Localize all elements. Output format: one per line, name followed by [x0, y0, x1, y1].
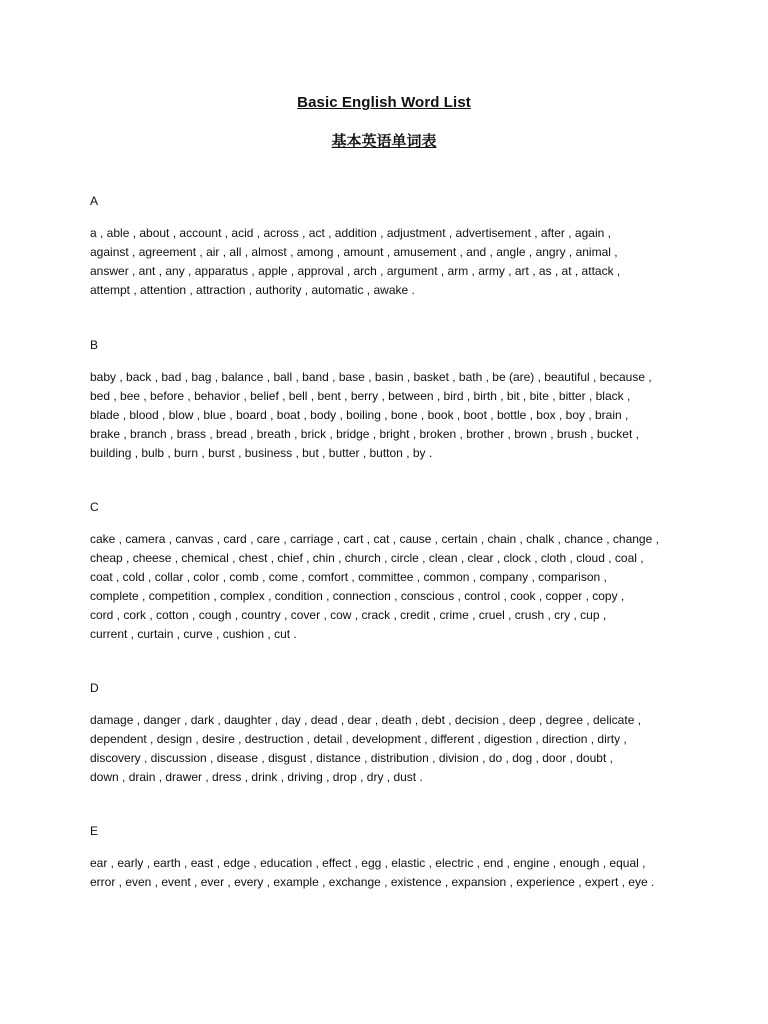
word-line: current , curtain , curve , cushion , cut .: [90, 627, 297, 641]
word-line: baby , back , bad , bag , balance , ball , band , base , basin , basket , bath , be (are) , beautiful , because ,: [90, 370, 652, 384]
word-line: discovery , discussion , disease , disgust , distance , distribution , division , do , dog , door , doubt ,: [90, 751, 613, 765]
word-line: cake , camera , canvas , card , care , carriage , cart , cat , cause , certain , chain , chalk , chance , change ,: [90, 532, 659, 546]
word-line: ear , early , earth , east , edge , education , effect , egg , elastic , electric , end , engine , enough , equal ,: [90, 856, 646, 870]
word-line: cord , cork , cotton , cough , country , cover , cow , crack , credit , crime , cruel , crush , cry , cup ,: [90, 608, 607, 622]
word-line: blade , blood , blow , blue , board , boat , body , boiling , bone , book , boot , bottle , box , boy , brain ,: [90, 408, 629, 422]
word-line: cheap , cheese , chemical , chest , chief , chin , church , circle , clean , clear , clock , cloth , cloud , coal ,: [90, 551, 644, 565]
word-line: bed , bee , before , behavior , belief , bell , bent , berry , between , bird , birth , bit , bite , bitter , black ,: [90, 389, 631, 403]
word-list: [90, 711, 690, 787]
section-d: [90, 680, 690, 787]
word-list: [90, 368, 690, 463]
word-line: error , even , event , ever , every , example , exchange , existence , expansion , experience , expert , eye .: [90, 875, 655, 889]
word-line: damage , danger , dark , daughter , day , dead , dear , death , debt , decision , deep , degree , delicate ,: [90, 713, 642, 727]
page-title: Basic English Word List: [297, 94, 471, 111]
section-letter: D: [90, 681, 99, 695]
section-letter: A: [90, 194, 99, 208]
word-list: [90, 530, 690, 644]
section-letter: E: [90, 824, 99, 838]
word-line: a , able , about , account , acid , across , act , addition , adjustment , advertisement , after , again ,: [90, 226, 611, 240]
section-b: [90, 337, 690, 463]
word-line: brake , branch , brass , bread , breath , brick , bridge , bright , broken , brother , brown , brush , bucket ,: [90, 427, 639, 441]
word-line: down , drain , drawer , dress , drink , driving , drop , dry , dust .: [90, 770, 423, 784]
section-letter: B: [90, 338, 99, 352]
word-line: attempt , attention , attraction , authority , automatic , awake .: [90, 283, 415, 297]
word-line: building , bulb , burn , burst , business , but , butter , button , by .: [90, 446, 433, 460]
word-list: [90, 224, 690, 300]
word-line: coat , cold , collar , color , comb , come , comfort , committee , common , company , comparison ,: [90, 570, 607, 584]
word-list: [90, 854, 690, 892]
word-line: dependent , design , desire , destruction , detail , development , different , digestion , direction , dirty ,: [90, 732, 627, 746]
word-line: answer , ant , any , apparatus , apple , approval , arch , argument , arm , army , art , as , at , attack ,: [90, 264, 621, 278]
section-e: [90, 823, 690, 892]
section-c: [90, 499, 690, 644]
page-subtitle: 基本英语单词表: [331, 132, 437, 150]
word-line: against , agreement , air , all , almost , among , amount , amusement , and , angle , angry , animal ,: [90, 245, 618, 259]
section-letter: C: [90, 500, 99, 514]
word-line: complete , competition , complex , condition , connection , conscious , control , cook , copper , copy ,: [90, 589, 625, 603]
section-a: [90, 193, 690, 300]
